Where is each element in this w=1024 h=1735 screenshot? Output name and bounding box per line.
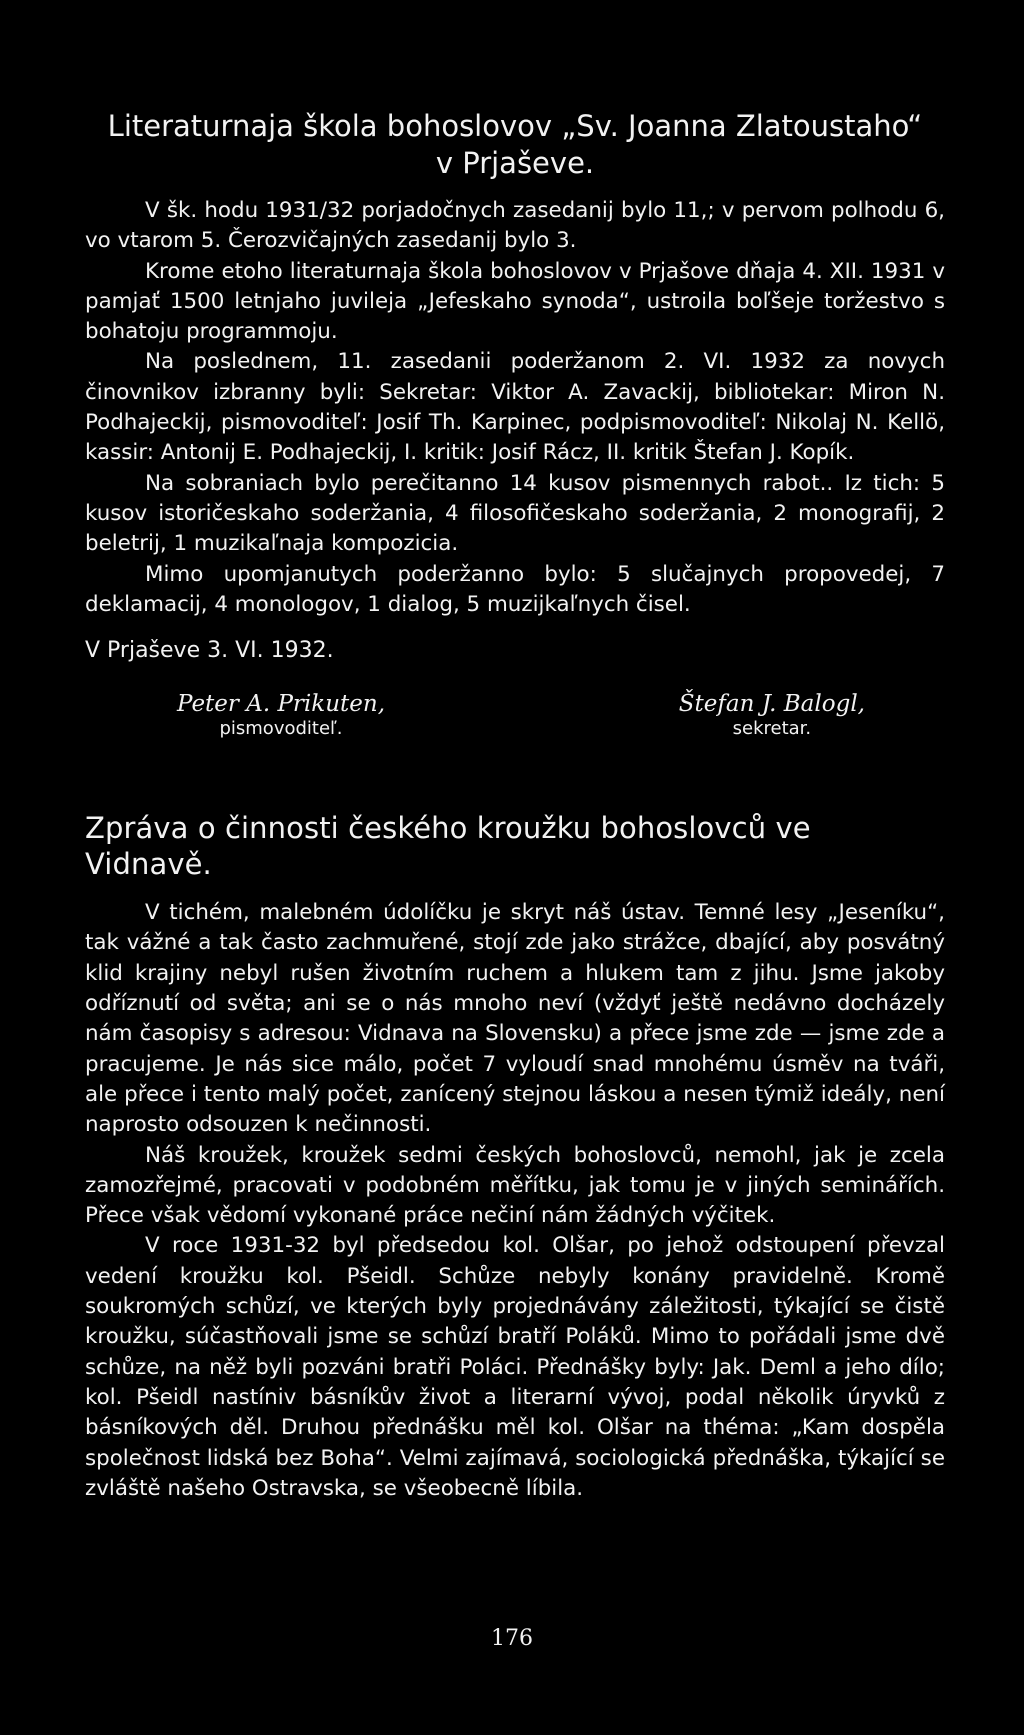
section2-paragraph-1: V tichém, malebném údolíčku je skryt náš ústav. Temné lesy „Jeseníku“, tak vážné a tak často zachmuřené, stojí zde jako strážce, dbající, aby posvátný klid krajiny nebyl rušen životním ruchem a hlukem tam z jihu. Jsme jakoby odříznutí od světa; ani se o nás mnoho neví (vždyť ještě nedávno docházely nám časopisy s adresou: Vidnava na Slovensku) a přece jsme zde — jsme zde a pracujeme. Je nás sice málo, počet 7 vyloudí snad mnohému úsměv na tváři, ale přece i tento malý počet, zanícený stejnou láskou a nesen týmiž ideály, není naprosto odsouzen k nečinnosti.: [85, 900, 945, 1138]
section2-paragraph-3: V roce 1931-32 byl předsedou kol. Olšar, po jehož odstoupení převzal vedení kroužku kol. Pšeidl. Schůze nebyly konány pravidelně. Kromě soukromých schůzí, ve kterých byly projednávány záležitosti, týkající se čistě kroužku, súčastňovali jsme se schůzí bratří Poláků. Mimo to pořádali jsme dvě schůze, na něž byli pozváni bratři Poláci. Přednášky byly: Jak. Deml a jeho dílo; kol. Pšeidl nastíniv básníkův život a literarní vývoj, podal několik úryvků z básníkových děl. Druhou přednášku měl kol. Olšar na théma: „Kam dospěla společnost lidská bez Boha“. Velmi zajímavá, sociologická přednáška, týkající se zvláště našeho Ostravska, se všeobecně líbila.: [85, 1233, 945, 1501]
signature-role: pismovoditeľ.: [219, 718, 343, 740]
signature-block: [85, 690, 945, 740]
section2-body: [85, 898, 945, 1504]
section1-paragraph-5: Mimo upomjanutych poderžanno bylo: 5 slučajnych propovedej, 7 deklamacij, 4 monologov, 1 dialog, 5 muzijkaľnych čisel.: [85, 561, 945, 617]
section1-title: [85, 108, 945, 182]
date-line: V Prjaševe 3. VI. 1932.: [85, 638, 334, 664]
section1-paragraph-3: Na poslednem, 11. zasedanii poderžanom 2. VI. 1932 za novych činovnikov izbranny byli: Sekretar: Viktor A. Zavackij, bibliotekar: Miron N. Podhajeckij, pismovoditeľ: Josif Th. Karpinec, podpismovoditeľ: Nikolaj N. Kellö, kassir: Antonij E. Podhajeckij, I. kritik: Josif Rácz, II. kritik Štefan J. Kopík.: [85, 349, 945, 466]
section2-paragraph-2: Náš kroužek, kroužek sedmi českých bohoslovců, nemohl, jak je zcela zamozřejmé, pracovati v podobném měřítku, jak tomu je v jiných seminářích. Přece však vědomí vykonané práce nečiní nám žádných výčitek.: [85, 1142, 945, 1229]
signature-name: Štefan J. Balogl,: [678, 691, 865, 718]
document-page: [85, 108, 945, 1504]
signature-role: sekretar.: [732, 718, 812, 740]
section1-body: [85, 196, 945, 620]
signature-name: Peter A. Prikuten,: [177, 691, 385, 718]
section1-paragraph-1: V šk. hodu 1931/32 porjadočnych zasedanij bylo 11,; v pervom polhodu 6, vo vtarom 5. Čerozvičajných zasedanij bylo 3.: [85, 198, 945, 254]
signature-secretary: [679, 690, 865, 740]
signature-secretary-writer: [177, 690, 385, 740]
page-number: 176: [491, 1626, 533, 1651]
section1-paragraph-4: Na sobraniach bylo perečitanno 14 kusov pismennych rabot.. Iz tich: 5 kusov istoričeskaho soderžania, 4 filosofičeskaho soderžania, 2 monografij, 2 beletrij, 1 muzikaľnaja kompozicia.: [85, 470, 945, 557]
section1-paragraph-2: Krome etoho literaturnaja škola bohoslovov v Prjašove dňaja 4. XII. 1931 v pamjať 1500 letnjaho juvileja „Jefeskaho synoda“, ustroila boľšeje toržestvo s bohatoju programmoju.: [85, 258, 945, 345]
section1-title-line2: v Prjaševe.: [435, 146, 595, 180]
section2-title: Zpráva o činnosti českého kroužku bohoslovců ve Vidnavě.: [85, 811, 811, 882]
section1-title-line1: Literaturnaja škola bohoslovov „Sv. Joanna Zlatoustaho“: [107, 109, 923, 143]
